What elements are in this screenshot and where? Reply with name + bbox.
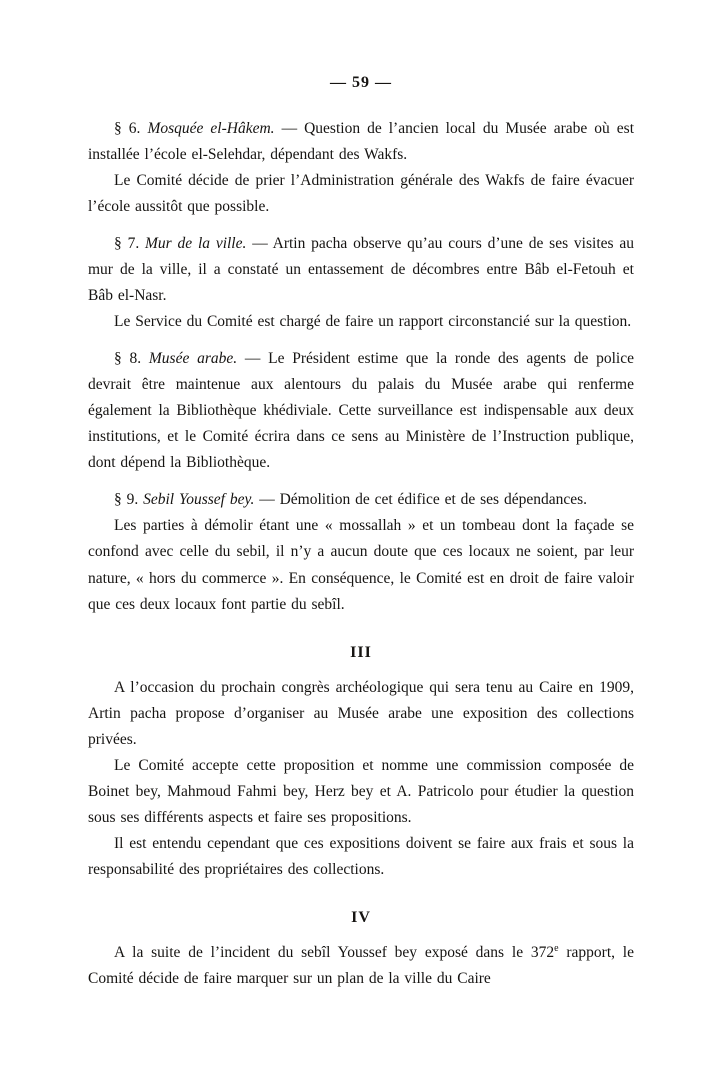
section-heading-iii: III xyxy=(350,643,372,661)
paragraph-section-6 xyxy=(88,116,634,168)
section-marker: § 6. xyxy=(114,120,141,137)
paragraph-text: — Démolition de cet édifice et de ses dépendances. xyxy=(259,491,588,509)
section-title: Mosquée el-Hâkem. xyxy=(147,120,275,137)
paragraph: A l’occasion du prochain congrès archéologique qui sera tenu au Caire en 1909, Artin pacha propose d’organiser au Musée arabe une exposition des collections privées. xyxy=(88,678,634,748)
section-title: Musée arabe. xyxy=(148,350,238,368)
paragraph-text: — Le Président estime que la ronde des agents de police devrait être maintenue aux alentours du palais du Musée arabe qui renferme également la Bibliothèque khédiviale. Cette surveillance est indispensable aux deux institutions, et le Comité écrira dans ce sens au Ministère de l’Instruction publique, dont dépend la Bibliothèque. xyxy=(88,350,634,472)
section-marker: § 7. xyxy=(114,235,140,253)
section-marker: § 9. xyxy=(114,491,139,509)
paragraph: Le Comité accepte cette proposition et nomme une commission composée de Boinet bey, Mahmoud Fahmi bey, Herz bey et A. Patricolo pour étudier la question sous ses différents aspects et faire ses propositions. xyxy=(88,756,634,826)
section-title: Mur de la ville. xyxy=(145,235,247,253)
section-marker: § 8. xyxy=(114,350,142,368)
paragraph-text: — Question de l’ancien local du Musée arabe où est installée l’école el-Selehdar, dépendant des Wakfs. xyxy=(88,120,635,164)
paragraph-with-superscript xyxy=(88,940,634,992)
page-content xyxy=(88,74,634,992)
paragraph-section-8 xyxy=(88,346,634,476)
page-number: — 59 — xyxy=(330,74,392,91)
paragraph-text: — Artin pacha observe qu’au cours d’une de ses visites au mur de la ville, il a constaté un entassement de décombres entre Bâb el-Fetouh et Bâb el-Nasr. xyxy=(88,235,634,305)
paragraph-section-7 xyxy=(88,231,634,309)
paragraph-text: rapport, le Comité décide de faire marquer sur un plan de la ville du Caire xyxy=(88,943,634,987)
superscript-e: e xyxy=(554,942,559,954)
paragraph: Le Service du Comité est chargé de faire un rapport circonstancié sur la question. xyxy=(114,313,632,331)
section-heading-iv: IV xyxy=(351,908,371,926)
paragraph: Il est entendu cependant que ces expositions doivent se faire aux frais et sous la responsabilité des propriétaires des collections. xyxy=(88,834,634,878)
section-title: Sebil Youssef bey. xyxy=(143,491,255,509)
paragraph-section-9 xyxy=(88,487,634,513)
paragraph-text: A la suite de l’incident du sebîl Youssef bey exposé dans le 372 xyxy=(114,943,555,961)
paragraph: Les parties à démolir étant une « mossallah » et un tombeau dont la façade se confond avec celle du sebil, il n’y a aucun doute que ces locaux ne soient, par leur nature, « hors du commerce ». En conséquence, le Comité est en droit de faire valoir que ces deux locaux font partie du sebîl. xyxy=(88,517,634,613)
paragraph: Le Comité décide de prier l’Administration générale des Wakfs de faire évacuer l’école aussitôt que possible. xyxy=(88,172,634,216)
